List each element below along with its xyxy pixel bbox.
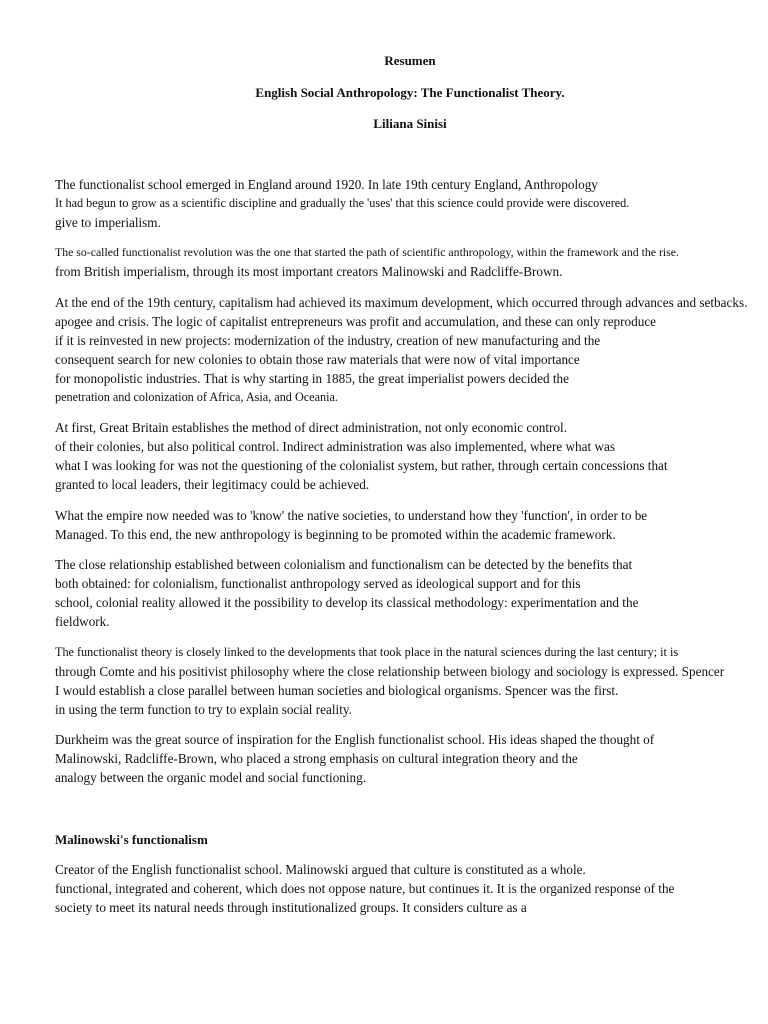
doc-author: Liliana Sinisi <box>373 116 447 131</box>
paragraph-7-line-3: I would establish a close parallel between human societies and biological organisms. Spencer was the first. <box>55 683 619 698</box>
paragraph-3-line-1: At the end of the 19th century, capitalism had achieved its maximum development, which occurred through advances and setbacks. <box>55 295 748 310</box>
paragraph-3-line-5: for monopolistic industries. That is why starting in 1885, the great imperialist powers decided the <box>55 371 569 386</box>
paragraph-3-line-4: consequent search for new colonies to obtain those raw materials that were now of vital importance <box>55 352 580 367</box>
paragraph-4-line-3: what I was looking for was not the questioning of the colonialist system, but rather, through certain concessions that <box>55 458 668 473</box>
paragraph-6-line-1: The close relationship established between colonialism and functionalism can be detected by the benefits that <box>55 557 633 572</box>
paragraph-4-line-2: of their colonies, but also political control. Indirect administration was also implemented, where what was <box>55 439 615 454</box>
paragraph-7-line-1: The functionalist theory is closely linked to the developments that took place in the natural sciences during the last century; it is <box>55 645 679 659</box>
paragraph-1-line-1: The functionalist school emerged in England around 1920. In late 19th century England, Anthropology <box>55 177 598 192</box>
paragraph-5-line-2: Managed. To this end, the new anthropology is beginning to be promoted within the academic framework. <box>55 527 616 542</box>
section-line-2: functional, integrated and coherent, which does not oppose nature, but continues it. It is the organized response of the <box>55 881 675 896</box>
paragraph-3-line-3: if it is reinvested in new projects: modernization of the industry, creation of new manufacturing and the <box>55 333 601 348</box>
paragraph-6-line-2: both obtained: for colonialism, functionalist anthropology served as ideological support and for this <box>55 576 581 591</box>
paragraph-8-line-2: Malinowski, Radcliffe-Brown, who placed a strong emphasis on cultural integration theory and the <box>55 751 578 766</box>
paragraph-7-line-2: through Comte and his positivist philosophy where the close relationship between biology and sociology is expressed. Spencer <box>55 664 725 679</box>
paragraph-4-line-4: granted to local leaders, their legitimacy could be achieved. <box>55 477 370 492</box>
paragraph-6-line-3: school, colonial reality allowed it the possibility to develop its classical methodology: experimentation and the <box>55 595 639 610</box>
paragraph-7-line-4: in using the term function to try to explain social reality. <box>55 702 352 717</box>
section-heading: Malinowski's functionalism <box>55 832 208 847</box>
paragraph-5-line-1: What the empire now needed was to 'know' the native societies, to understand how they 'function', in order to be <box>55 508 648 523</box>
section-line-3: society to meet its natural needs through institutionalized groups. It considers culture as a <box>55 900 527 915</box>
doc-label: Resumen <box>384 53 436 68</box>
paragraph-1-line-3: give to imperialism. <box>55 215 161 230</box>
paragraph-6-line-4: fieldwork. <box>55 614 110 629</box>
paragraph-8-line-3: analogy between the organic model and social functioning. <box>55 770 367 785</box>
paragraph-3-line-6: penetration and colonization of Africa, Asia, and Oceania. <box>55 390 338 404</box>
paragraph-1-line-2: It had begun to grow as a scientific discipline and gradually the 'uses' that this science could provide were discovered. <box>55 196 630 210</box>
paragraph-3-line-2: apogee and crisis. The logic of capitalist entrepreneurs was profit and accumulation, and these can only reproduce <box>55 314 657 329</box>
paragraph-2-line-1: The so-called functionalist revolution was the one that started the path of scientific anthropology, within the framework and the rise. <box>55 245 679 259</box>
paragraph-2-line-2: from British imperialism, through its most important creators Malinowski and Radcliffe-Brown. <box>55 264 563 279</box>
paragraph-4-line-1: At first, Great Britain establishes the method of direct administration, not only economic control. <box>55 420 567 435</box>
doc-title: English Social Anthropology: The Functionalist Theory. <box>255 85 565 100</box>
paragraph-8-line-1: Durkheim was the great source of inspiration for the English functionalist school. His ideas shaped the thought of <box>55 732 655 747</box>
section-line-1: Creator of the English functionalist school. Malinowski argued that culture is constituted as a whole. <box>55 862 586 877</box>
